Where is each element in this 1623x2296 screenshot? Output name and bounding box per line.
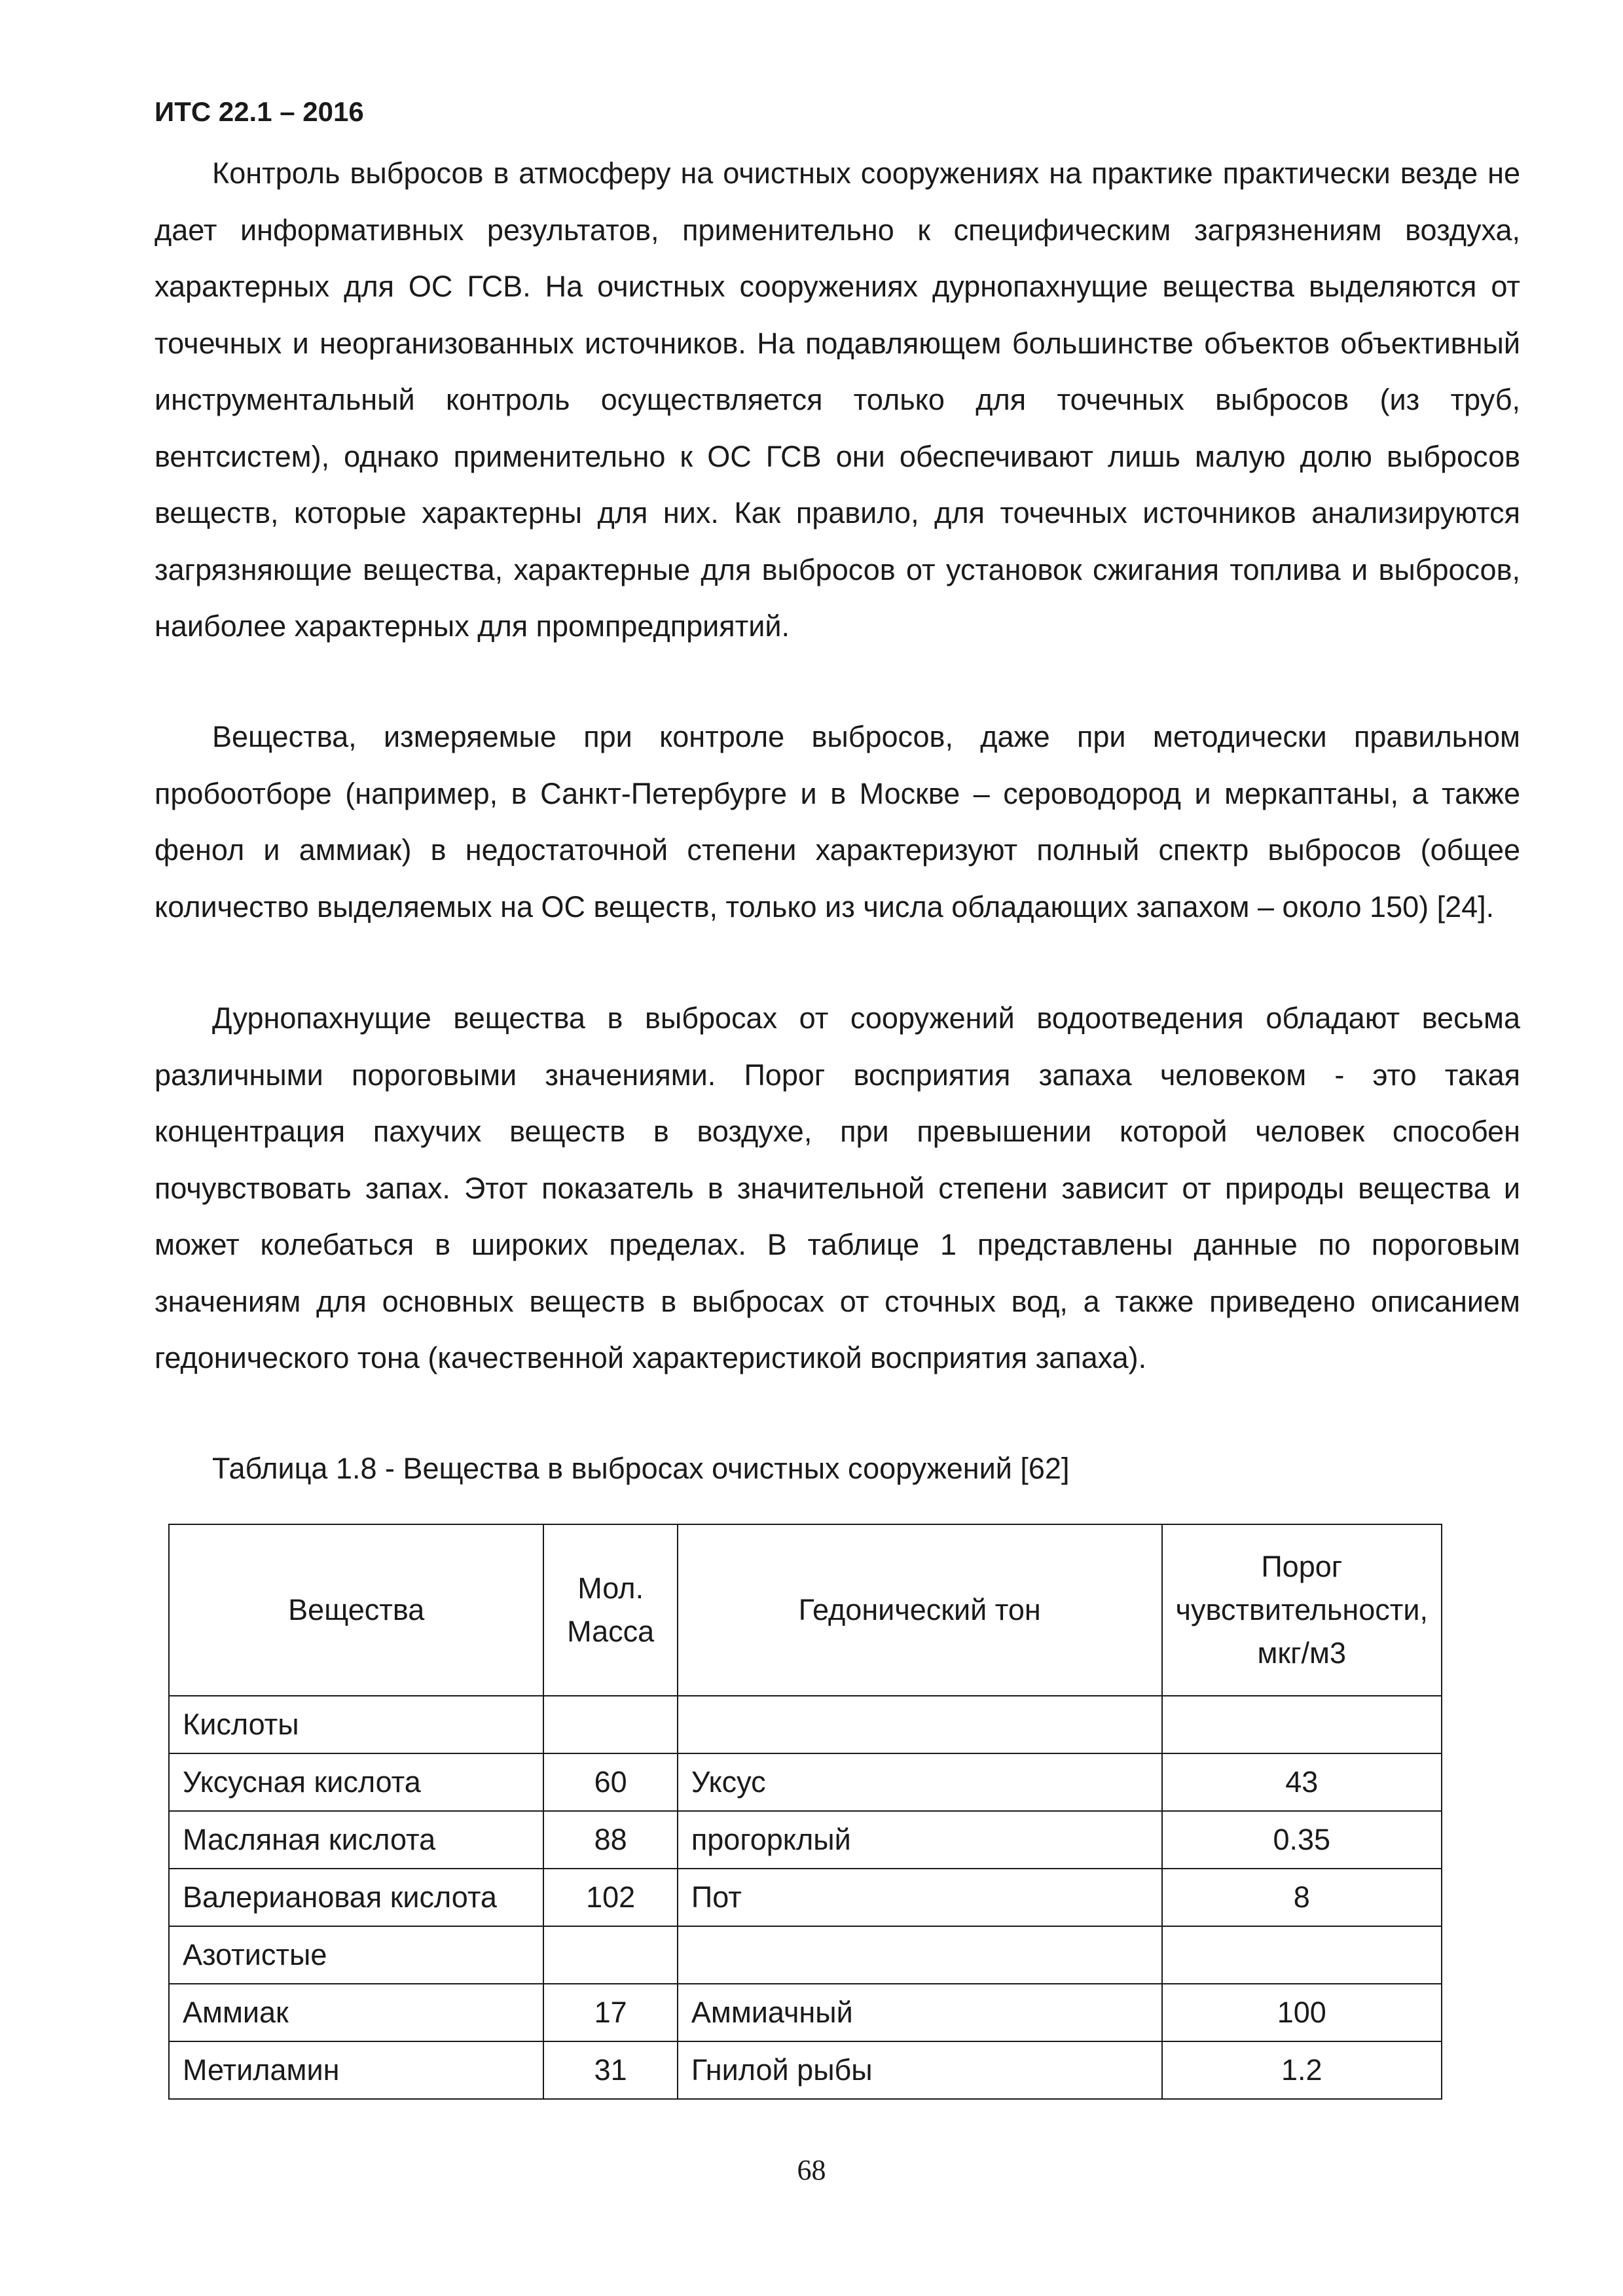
cell-mol-mass	[543, 1696, 677, 1753]
cell-hedonic-tone: Пот	[678, 1869, 1162, 1926]
category-label: Кислоты	[169, 1696, 543, 1753]
cell-substance: Масляная кислота	[169, 1811, 543, 1869]
page-number: 68	[797, 2154, 826, 2186]
header-mol-mass: Мол. Масса	[543, 1524, 677, 1696]
cell-mol-mass	[543, 1926, 677, 1984]
cell-mol-mass: 102	[543, 1869, 677, 1926]
cell-threshold	[1162, 1696, 1442, 1753]
table-row	[169, 1753, 1442, 1811]
cell-hedonic-tone	[678, 1696, 1162, 1753]
cell-mol-mass: 31	[543, 2041, 677, 2099]
table-row	[169, 2041, 1442, 2099]
cell-hedonic-tone: Гнилой рыбы	[678, 2041, 1162, 2099]
cell-hedonic-tone: Уксус	[678, 1753, 1162, 1811]
cell-threshold: 100	[1162, 1984, 1442, 2041]
header-threshold: Порог чувствительности, мкг/м3	[1162, 1524, 1442, 1696]
cell-substance: Метиламин	[169, 2041, 543, 2099]
cell-threshold: 43	[1162, 1753, 1442, 1811]
table-row	[169, 1811, 1442, 1869]
paragraph-emissions-control: Контроль выбросов в атмосферу на очистных сооружениях на практике практически везде не дает информативных результатов, применительно к специфическим загрязнениям воздуха, характерных для ОС ГСВ. На очистных сооружениях дурнопахнущие вещества выделяются от точечных и неорганизованных источников. На подавляющем большинстве объектов объективный инструментальный контроль осуществляется только для точечных выбросов (из труб, вентсистем), однако применительно к ОС ГСВ они обеспечивают лишь малую долю выбросов веществ, которые характерны для них. Как правило, для точечных источников анализируются загрязняющие вещества, характерные для выбросов от установок сжигания топлива и выбросов, наиболее характерных для промпредприятий.	[155, 156, 1520, 643]
cell-threshold: 1.2	[1162, 2041, 1442, 2099]
header-substance: Вещества	[169, 1524, 543, 1696]
cell-mol-mass: 88	[543, 1811, 677, 1869]
table-row	[169, 1869, 1442, 1926]
cell-substance: Аммиак	[169, 1984, 543, 2041]
document-header: ИТС 22.1 – 2016	[155, 96, 364, 127]
cell-substance: Валериановая кислота	[169, 1869, 543, 1926]
header-hedonic-tone: Гедонический тон	[678, 1524, 1162, 1696]
cell-hedonic-tone	[678, 1926, 1162, 1984]
cell-substance: Уксусная кислота	[169, 1753, 543, 1811]
paragraph-measured-substances: Вещества, измеряемые при контроле выбросов, даже при методически правильном пробоотборе (например, в Санкт-Петербурге и в Москве – сероводород и меркаптаны, а также фенол и аммиак) в недостаточной степени характеризуют полный спектр выбросов (общее количество выделяемых на ОС веществ, только из числа обладающих запахом – около 150) [24].	[155, 720, 1520, 924]
table-row-category	[169, 1926, 1442, 1984]
paragraph-odor-threshold: Дурнопахнущие вещества в выбросах от сооружений водоотведения обладают весьма различными пороговыми значениями. Порог восприятия запаха человеком - это такая концентрация пахучих веществ в воздухе, при превышении которой человек способен почувствовать запах. Этот показатель в значительной степени зависит от природы вещества и может колебаться в широких пределах. В таблице 1 представлены данные по пороговым значениям для основных веществ в выбросах от сточных вод, а также приведено описанием гедонического тона (качественной характеристикой восприятия запаха).	[155, 1001, 1520, 1374]
substances-table	[168, 1524, 1442, 2100]
cell-mol-mass: 60	[543, 1753, 677, 1811]
table-row-category	[169, 1696, 1442, 1753]
table-header-row	[169, 1524, 1442, 1696]
table-caption: Таблица 1.8 - Вещества в выбросах очистных сооружений [62]	[212, 1452, 1070, 1485]
cell-threshold	[1162, 1926, 1442, 1984]
table-row	[169, 1984, 1442, 2041]
category-label: Азотистые	[169, 1926, 543, 1984]
cell-hedonic-tone: прогорклый	[678, 1811, 1162, 1869]
cell-hedonic-tone: Аммиачный	[678, 1984, 1162, 2041]
cell-threshold: 0.35	[1162, 1811, 1442, 1869]
cell-mol-mass: 17	[543, 1984, 677, 2041]
cell-threshold: 8	[1162, 1869, 1442, 1926]
